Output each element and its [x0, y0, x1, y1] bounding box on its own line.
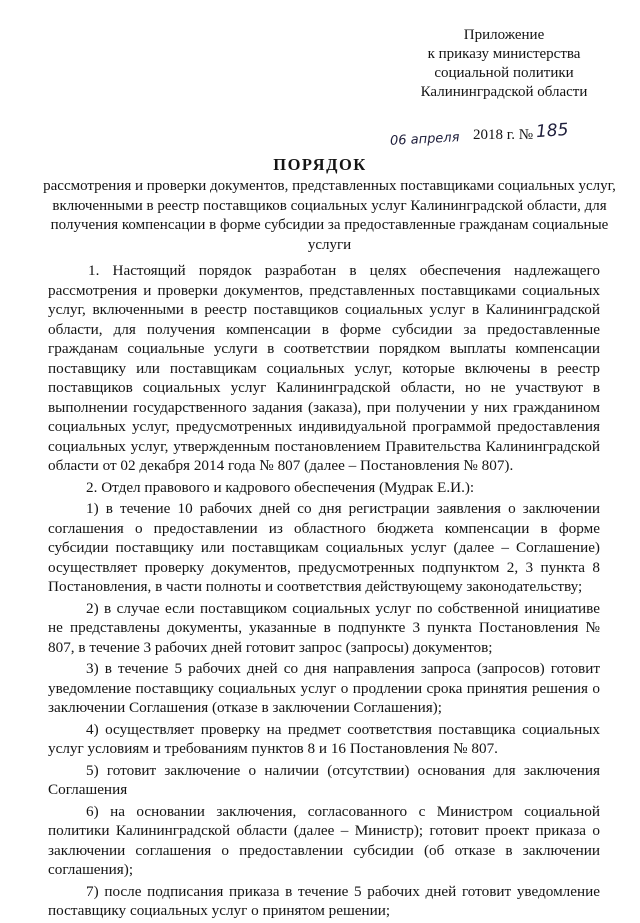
appendix-line: Калининградской области — [420, 84, 588, 100]
appendix-block — [400, 26, 608, 102]
order-reference — [356, 119, 616, 150]
handwritten-date: 06 апреля — [389, 130, 460, 149]
paragraph: 5) готовит заключение о наличии (отсутствии) основания для заключения Соглашения — [48, 761, 600, 798]
paragraph: 1. Настоящий порядок разработан в целях обеспечения надлежащего рассмотрения и проверки документов, представленных поставщиками социальных услуг, включенными в реестр поставщиков социальных услуг в Калининградской области, для получения компенсации в форме субсидии за предоставленные гражданам социальные услуги в соответствии порядком выплаты компенсации поставщику или поставщикам социальных услуг, которые включены в реестр поставщиков социальных услуг Калининградской области, но не участвуют в выполнении государственного задания (заказа), при получении у них гражданином социальных услуг, предусмотренных индивидуальной программой предоставления социальных услуг, утвержденным постановлением Правительства Калининградской области от 02 декабря 2014 года № 807 (далее – Постановления № 807). — [48, 262, 600, 474]
handwritten-order-number: 185 — [535, 119, 570, 143]
paragraph: 6) на основании заключения, согласованного с Министром социальной политики Калининградской области (далее – Министр); готовит проект приказа о заключении соглашения о предоставлении субсидии (об отказе в заключении соглашения); — [48, 802, 600, 878]
document-body — [48, 261, 600, 923]
document-subtitle: рассмотрения и проверки документов, представленных поставщиками социальных услуг, включенными в реестр поставщиков социальных услуг Калининградской области, для получения компенсации в форме субсидии за предоставленные гражданам социальные услуги — [43, 178, 616, 253]
paragraph: 2. Отдел правового и кадрового обеспечения (Мудрак Е.И.): — [86, 478, 475, 496]
appendix-line: к приказу министерства — [427, 46, 581, 62]
order-year-number: 2018 г. № — [473, 127, 534, 143]
appendix-line: социальной политики — [434, 65, 574, 81]
paragraph: 7) после подписания приказа в течение 5 рабочих дней готовит уведомление поставщику социальных услуг о принятом решении; — [48, 882, 600, 919]
paragraph: 1) в течение 10 рабочих дней со дня регистрации заявления о заключении соглашения о предоставлении из областного бюджета компенсации в форме субсидии поставщику или поставщикам социальных услуг (далее – Соглашение) осуществляет проверку документов, предусмотренных подпунктом 2, 3 пункта 8 Постановления, в части полноты и соответствия действующему законодательству; — [48, 500, 600, 595]
paragraph: 2) в случае если поставщиком социальных услуг по собственной инициативе не представлены документы, указанные в подпункте 3 пункта Постановления № 807, в течение 3 рабочих дней готовит запрос (запросы) документов; — [48, 599, 600, 656]
document-title: ПОРЯДОК — [273, 155, 367, 174]
paragraph: 4) осуществляет проверку на предмет соответствия поставщика социальных услуг условиям и требованиям пунктов 8 и 16 Постановления № 807. — [48, 720, 600, 757]
paragraph: 3) в течение 5 рабочих дней со дня направления запроса (запросов) готовит уведомление поставщику социальных услуг о продлении срока принятия решения о заключении Соглашения (отказе в заключении Соглашения); — [48, 660, 600, 716]
appendix-line: Приложение — [463, 27, 545, 43]
